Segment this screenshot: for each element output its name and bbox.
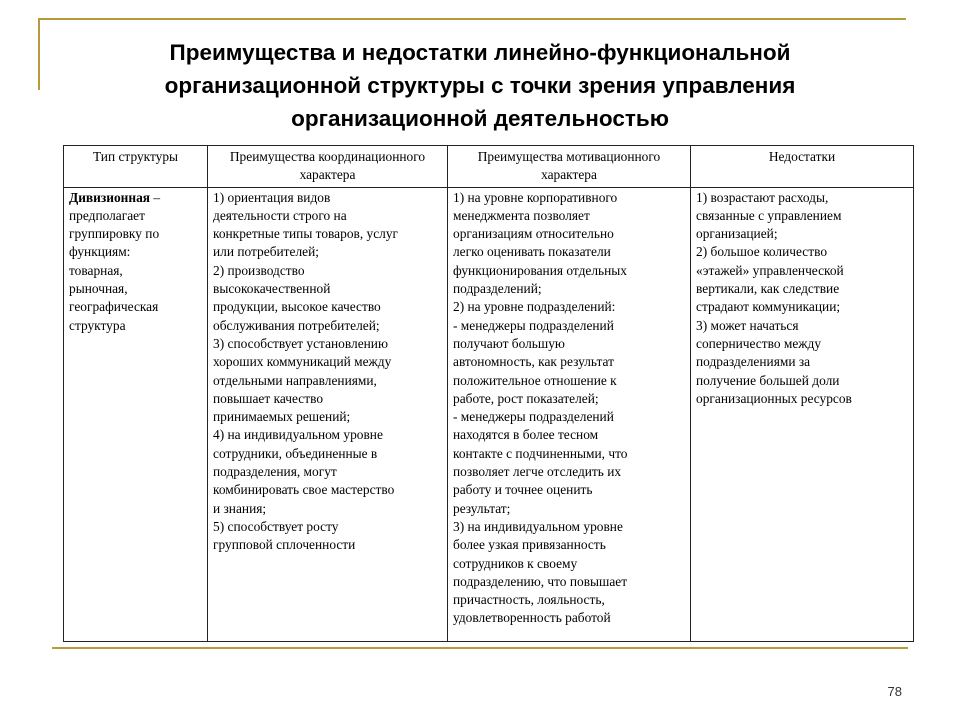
title-line: Преимущества и недостатки линейно-функциональной: [169, 40, 791, 65]
cell-line: сотрудников к своему: [453, 555, 578, 571]
cell-line: [69, 189, 202, 207]
structure-name: Дивизионная: [69, 189, 151, 205]
cell-line: организацией;: [696, 226, 778, 242]
structure-table: [63, 145, 914, 642]
cell-motivation: [448, 187, 691, 641]
cell-line: принимаемых решений;: [213, 409, 351, 425]
cell-line: 1) на уровне корпоративного: [453, 189, 618, 205]
cell-line: или потребителей;: [213, 244, 319, 260]
cell-coordination: [208, 187, 448, 641]
cell-line: предполагает: [69, 207, 145, 223]
cell-line: работе, рост показателей;: [453, 390, 599, 406]
cell-line: деятельности строго на: [213, 207, 347, 223]
cell-line: конкретные типы товаров, услуг: [213, 226, 399, 242]
cell-line: подразделений;: [453, 281, 542, 297]
cell-line: вертикали, как следствие: [696, 281, 840, 297]
cell-line: 2) большое количество: [696, 244, 828, 260]
cell-line: 3) способствует установлению: [213, 335, 388, 351]
header-structure-type: Тип структуры: [64, 146, 208, 188]
cell-line: работу и точнее оценить: [453, 482, 593, 498]
cell-line: организациям относительно: [453, 226, 614, 242]
cell-line: комбинировать свое мастерство: [213, 482, 395, 498]
cell-line: причастность, лояльность,: [453, 592, 605, 608]
cell-line: 2) на уровне подразделений:: [453, 299, 616, 315]
cell-line: сотрудники, объединенные в: [213, 445, 378, 461]
cell-line: обслуживания потребителей;: [213, 317, 380, 333]
cell-line: 3) может начаться: [696, 317, 799, 333]
cell-line: «этажей» управленческой: [696, 262, 844, 278]
table-header-row: [64, 146, 914, 188]
cell-line: 4) на индивидуальном уровне: [213, 427, 383, 443]
cell-line: легко оценивать показатели: [453, 244, 611, 260]
cell-line: товарная,: [69, 262, 123, 278]
cell-line: рыночная,: [69, 281, 128, 297]
cell-line: результат;: [453, 500, 511, 516]
cell-drawbacks: [691, 187, 914, 641]
cell-line: организационных ресурсов: [696, 390, 852, 406]
cell-line: положительное отношение к: [453, 372, 617, 388]
cell-structure-type: [64, 187, 208, 641]
cell-line: - менеджеры подразделений: [453, 409, 614, 425]
slide-title: [80, 36, 880, 135]
cell-line: структура: [69, 317, 126, 333]
cell-line: соперничество между: [696, 335, 822, 351]
cell-line: подразделения, могут: [213, 464, 337, 480]
header-drawbacks: Недостатки: [691, 146, 914, 188]
structure-dash: –: [150, 189, 161, 205]
cell-line: групповой сплоченности: [213, 537, 356, 553]
cell-line: группировку по: [69, 226, 160, 242]
cell-line: подразделениями за: [696, 354, 811, 370]
table-row: [64, 187, 914, 641]
cell-line: позволяет легче отследить их: [453, 464, 622, 480]
decorative-top-line: [38, 18, 906, 20]
title-line: организационной деятельностью: [291, 106, 669, 131]
type-description: [69, 207, 202, 335]
cell-line: автономность, как результат: [453, 354, 614, 370]
cell-line: высококачественной: [213, 281, 331, 297]
cell-line: и знания;: [213, 500, 267, 516]
cell-line: 3) на индивидуальном уровне: [453, 518, 623, 534]
cell-line: продукции, высокое качество: [213, 299, 381, 315]
cell-line: 2) производство: [213, 262, 305, 278]
cell-line: связанные с управлением: [696, 207, 842, 223]
cell-line: контакте с подчиненными, что: [453, 445, 628, 461]
decorative-bottom-line: [52, 647, 908, 649]
cell-line: более узкая привязанность: [453, 537, 606, 553]
cell-line: отдельными направлениями,: [213, 372, 377, 388]
page-number: 78: [887, 684, 902, 699]
cell-line: страдают коммуникации;: [696, 299, 841, 315]
cell-line: 1) ориентация видов: [213, 189, 331, 205]
cell-line: подразделению, что повышает: [453, 573, 628, 589]
cell-line: - менеджеры подразделений: [453, 317, 614, 333]
cell-line: менеджмента позволяет: [453, 207, 590, 223]
title-line: организационной структуры с точки зрения управления: [164, 73, 796, 98]
cell-line: 5) способствует росту: [213, 518, 339, 534]
cell-line: получают большую: [453, 335, 565, 351]
cell-line: функциям:: [69, 244, 131, 260]
header-motivation-advantages: Преимущества мотивационного характера: [448, 146, 691, 188]
cell-line: 1) возрастают расходы,: [696, 189, 829, 205]
cell-line: получение большей доли: [696, 372, 840, 388]
cell-line: географическая: [69, 299, 159, 315]
header-coordination-advantages: Преимущества координационного характера: [208, 146, 448, 188]
cell-line: функционирования отдельных: [453, 262, 627, 278]
decorative-vertical-line: [38, 18, 40, 90]
cell-line: удовлетворенность работой: [453, 610, 611, 626]
cell-line: повышает качество: [213, 390, 324, 406]
cell-line: находятся в более тесном: [453, 427, 599, 443]
cell-line: хороших коммуникаций между: [213, 354, 392, 370]
